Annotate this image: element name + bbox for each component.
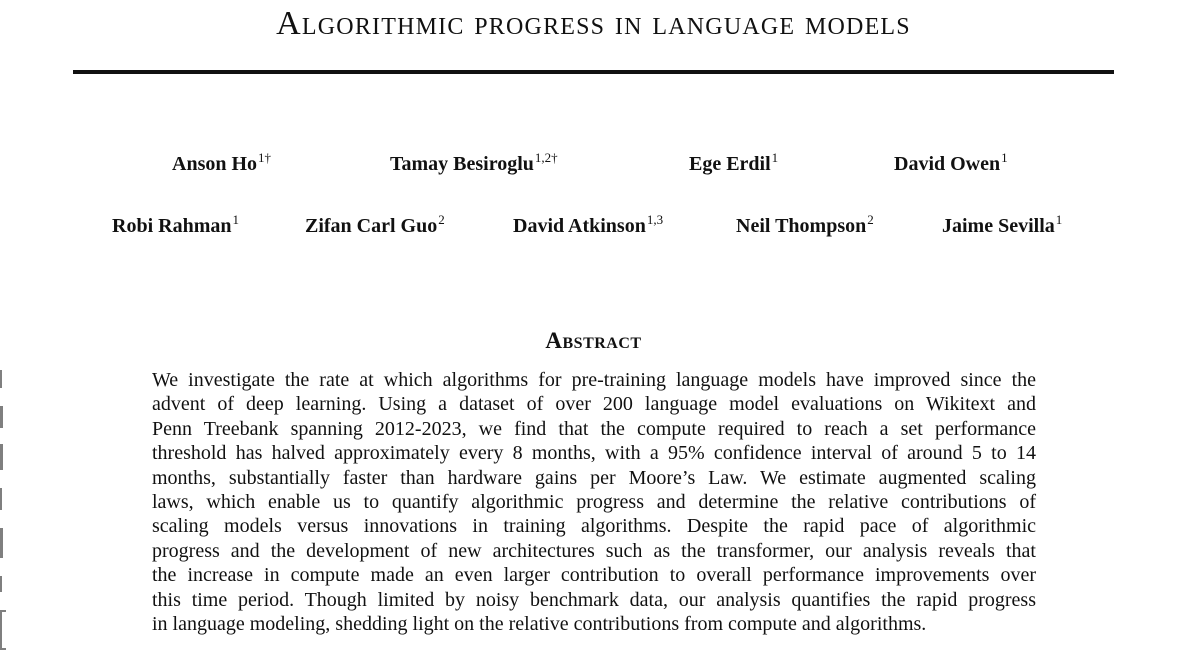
author-affiliation: 2 [867,212,874,227]
abstract-heading: Abstract [545,328,642,353]
abstract-line: threshold has halved approximately every 8 months, with a 95% confidence interval of around 5 to 14 [152,442,1036,465]
abstract-line: in language modeling, shedding light on the relative contributions from compute and algorithms. [152,613,927,636]
author-tamay-besiroglu [390,152,558,176]
author-name: Ege Erdil [689,153,771,175]
author-name: Jaime Sevilla [942,215,1055,237]
author-name: Tamay Besiroglu [390,153,534,175]
abstract-line: We investigate the rate at which algorithms for pre-training language models have improved since the [152,369,1036,391]
author-neil-thompson [736,214,874,238]
title-rule [73,70,1114,74]
author-name: David Owen [894,153,1001,175]
author-affiliation: 1,2† [534,150,558,165]
author-affiliation: 1 [771,150,779,165]
author-affiliation: 1 [232,212,239,227]
author-zifan-carl-guo [305,214,445,238]
abstract-line: this time period. Though limited by noisy benchmark data, our analysis quantifies the rapid progress [152,588,1036,611]
author-affiliation: 2 [438,212,445,227]
author-affiliation: 1,3 [646,212,664,227]
author-robi-rahman [112,214,239,238]
author-name: Anson Ho [172,153,258,175]
author-name: David Atkinson [513,215,646,237]
abstract-line: the increase in compute made an even larger contribution to overall performance improvements over [152,564,1036,587]
abstract-body [152,368,1036,636]
author-david-owen [894,152,1008,176]
author-affiliation: 1 [1055,212,1063,227]
author-name: Robi Rahman [112,215,232,237]
author-name: Neil Thompson [736,215,867,237]
author-affiliation: 1† [258,150,272,165]
paper-title: Algorithmic progress in language models [276,5,911,42]
abstract-line: months, substantially faster than hardware gains per Moore’s Law. We estimate augmented scaling [152,466,1036,489]
abstract-line: Penn Treebank spanning 2012-2023, we find that the compute required to reach a set performance [152,417,1036,440]
abstract-line: advent of deep learning. Using a dataset of over 200 language model evaluations on Wikitext and [152,393,1036,416]
arxiv-margin-stamp [0,370,14,665]
author-ege-erdil [689,152,778,176]
author-jaime-sevilla [942,214,1062,238]
author-anson-ho [172,152,271,176]
abstract-line: progress and the development of new architectures such as the transformer, our analysis reveals that [152,539,1036,562]
author-affiliation: 1 [1001,150,1008,165]
author-david-atkinson [513,214,663,238]
author-name: Zifan Carl Guo [305,215,438,237]
abstract-line: scaling models versus innovations in training algorithms. Despite the rapid pace of algorithmic [152,515,1036,538]
abstract-line: laws, which enable us to quantify algorithmic progress and determine the relative contributions of [152,491,1036,514]
